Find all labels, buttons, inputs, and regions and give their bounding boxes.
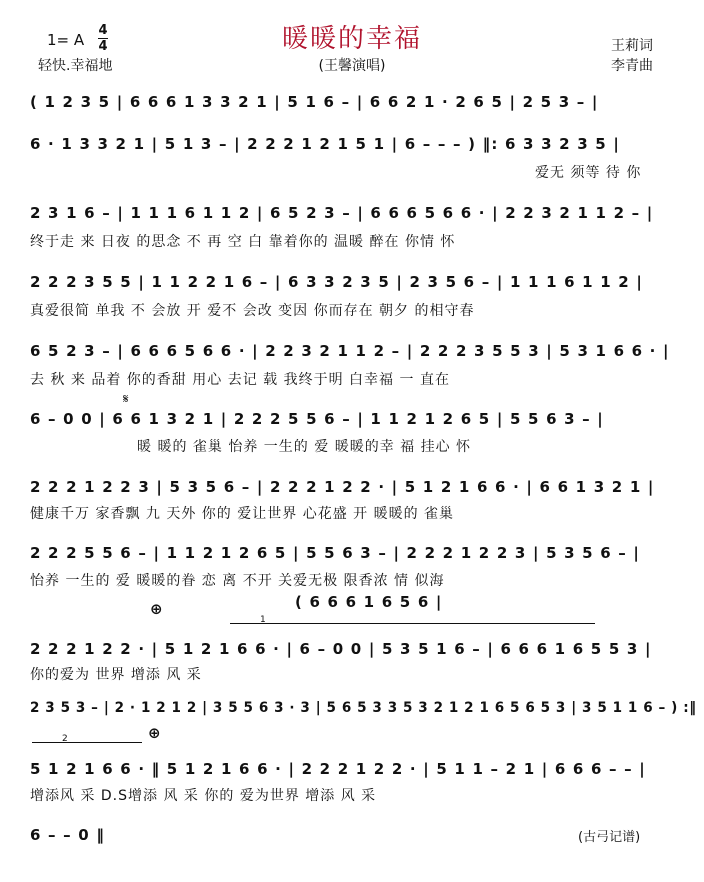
- composer-credit: 李青曲: [611, 58, 653, 74]
- lyrics-line-7: 健康千万 家香飘 九 天外 你的 爱让世界 心花盛 开 暖暖的 雀巢: [30, 506, 455, 522]
- segno-sign: 𝄋: [123, 392, 129, 407]
- performer-subtitle: (王馨演唱): [318, 58, 386, 74]
- time-signature: [98, 24, 108, 53]
- notation-line-9: 2 2 2 1 2 2 · | 5 1 2 1 6 6 · | 6 – 0 0 | 5 3 5 1 6 – | 6 6 6 1 6 5 5 3 |: [30, 640, 652, 658]
- time-signature-bottom: 4: [98, 39, 108, 54]
- notation-line-8: 2 2 2 5 5 6 – | 1 1 2 1 2 6 5 | 5 5 6 3 – | 2 2 2 1 2 2 3 | 5 3 5 6 – |: [30, 544, 641, 562]
- time-signature-top: 4: [98, 23, 108, 38]
- coda-sign-1: ⊕: [150, 600, 163, 618]
- notation-line-10: 2 3 5 3 – | 2 · 1 2 1 2 | 3 5 5 6 3 · 3 | 5 6 5 3 3 5 3 2 1 2 1 6 5 6 5 3 | 3 5 1 1 6 – ) :‖: [30, 700, 697, 716]
- key-signature: 1= A: [47, 31, 85, 49]
- song-title: 暖暖的幸福: [281, 24, 422, 54]
- notation-line-4: 2 2 2 3 5 5 | 1 1 2 2 1 6 – | 6 3 3 2 3 5 | 2 3 5 6 – | 1 1 1 6 1 1 2 |: [30, 273, 644, 291]
- lyrics-line-8: 怡养 一生的 爱 暖暖的眷 恋 离 不开 关爱无极 限香浓 情 似海: [30, 573, 445, 589]
- lyrics-line-9: 你的爱为 世界 增添 风 采: [30, 667, 202, 683]
- notation-line-2: 6 · 1 3 3 2 1 | 5 1 3 – | 2 2 2 1 2 1 5 1 | 6 – – – ) ‖: 6 3 3 2 3 5 |: [30, 135, 621, 153]
- coda-sign-2: ⊕: [148, 724, 161, 742]
- notation-line-7: 2 2 2 1 2 2 3 | 5 3 5 6 – | 2 2 2 1 2 2 · | 5 1 2 1 6 6 · | 6 6 1 3 2 1 |: [30, 478, 655, 496]
- transcriber-note: (古弓记谱): [578, 830, 641, 845]
- lyrics-line-11: 增添风 采 D.S增添 风 采 你的 爱为世界 增添 风 采: [30, 788, 377, 804]
- lyrics-line-3: 终于走 来 日夜 的思念 不 再 空 白 靠着你的 温暖 醉在 你情 怀: [30, 234, 456, 250]
- tempo-marking: 轻快.幸福地: [38, 58, 113, 74]
- notation-interlude-phrase: ( 6 6 6 1 6 5 6 |: [295, 593, 443, 611]
- notation-line-3: 2 3 1 6 – | 1 1 1 6 1 1 2 | 6 5 2 3 – | 6 6 6 5 6 6 · | 2 2 3 2 1 1 2 – |: [30, 204, 654, 222]
- notation-line-5: 6 5 2 3 – | 6 6 6 5 6 6 · | 2 2 3 2 1 1 2 – | 2 2 2 3 5 5 3 | 5 3 1 6 6 · |: [30, 342, 670, 360]
- notation-line-1: ( 1 2 3 5 | 6 6 6 1 3 3 2 1 | 5 1 6 – | 6 6 2 1 · 2 6 5 | 2 5 3 – |: [30, 93, 599, 111]
- notation-line-11: 5 1 2 1 6 6 · ‖ 5 1 2 1 6 6 · | 2 2 2 1 2 2 · | 5 1 1 – 2 1 | 6 6 6 – – |: [30, 760, 646, 778]
- volta-bracket-2: 2: [32, 742, 142, 747]
- lyricist-credit: 王莉词: [611, 38, 653, 54]
- lyrics-line-2: 爱无 须等 待 你: [535, 165, 642, 181]
- lyrics-line-4: 真爱很简 单我 不 会放 开 爱不 会改 变因 你而存在 朝夕 的相守春: [30, 303, 475, 319]
- lyrics-line-6: 暖 暖的 雀巢 怡养 一生的 爱 暖暖的幸 福 挂心 怀: [137, 439, 472, 455]
- lyrics-line-5: 去 秋 来 品着 你的香甜 用心 去记 载 我终于明 白幸福 一 直在: [30, 372, 450, 388]
- volta-bracket-1: 1: [230, 623, 595, 628]
- notation-line-6: 6 – 0 0 | 6 6 1 3 2 1 | 2 2 2 5 5 6 – | 1 1 2 1 2 6 5 | 5 5 6 3 – |: [30, 410, 604, 428]
- notation-line-12: 6 – – 0 ‖: [30, 826, 106, 844]
